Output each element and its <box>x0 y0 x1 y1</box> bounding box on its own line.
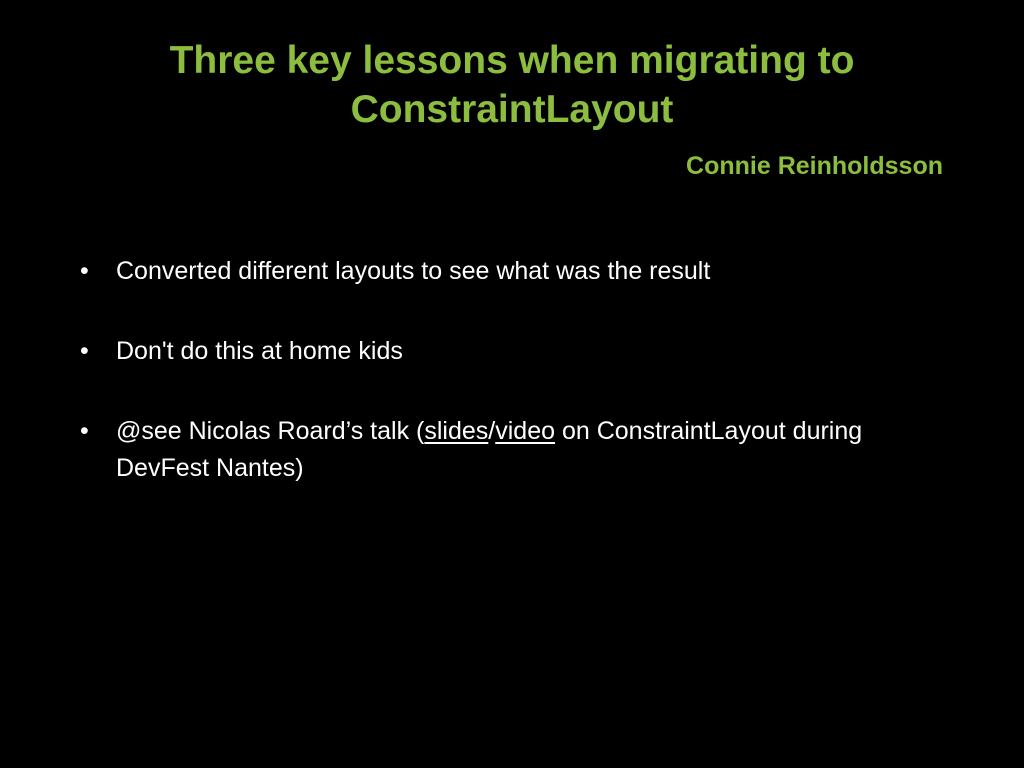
slide-title <box>40 36 984 134</box>
slides-link[interactable]: slides <box>424 417 489 445</box>
bullet-dot-icon: • <box>80 257 89 285</box>
bullet-text: Don't do this at home kids <box>116 337 403 365</box>
video-link[interactable]: video <box>495 417 556 445</box>
bullet-text: Converted different layouts to see what was the result <box>116 257 711 285</box>
bullet-item <box>80 333 960 370</box>
bullet-text-prefix: @see Nicolas Roard’s talk ( <box>116 417 425 445</box>
bullet-dot-icon: • <box>80 337 89 365</box>
link-separator: / <box>488 417 496 445</box>
bullet-list <box>80 253 960 530</box>
bullet-item <box>80 413 960 487</box>
title-line-2: ConstraintLayout <box>350 88 674 131</box>
title-line-1: Three key lessons when migrating to <box>169 39 855 82</box>
bullet-item <box>80 253 960 290</box>
bullet-dot-icon: • <box>80 417 89 445</box>
author-name: Connie Reinholdsson <box>686 152 943 180</box>
bullet-text-suffix: on ConstraintLayout during DevFest Nantes) <box>116 417 863 482</box>
